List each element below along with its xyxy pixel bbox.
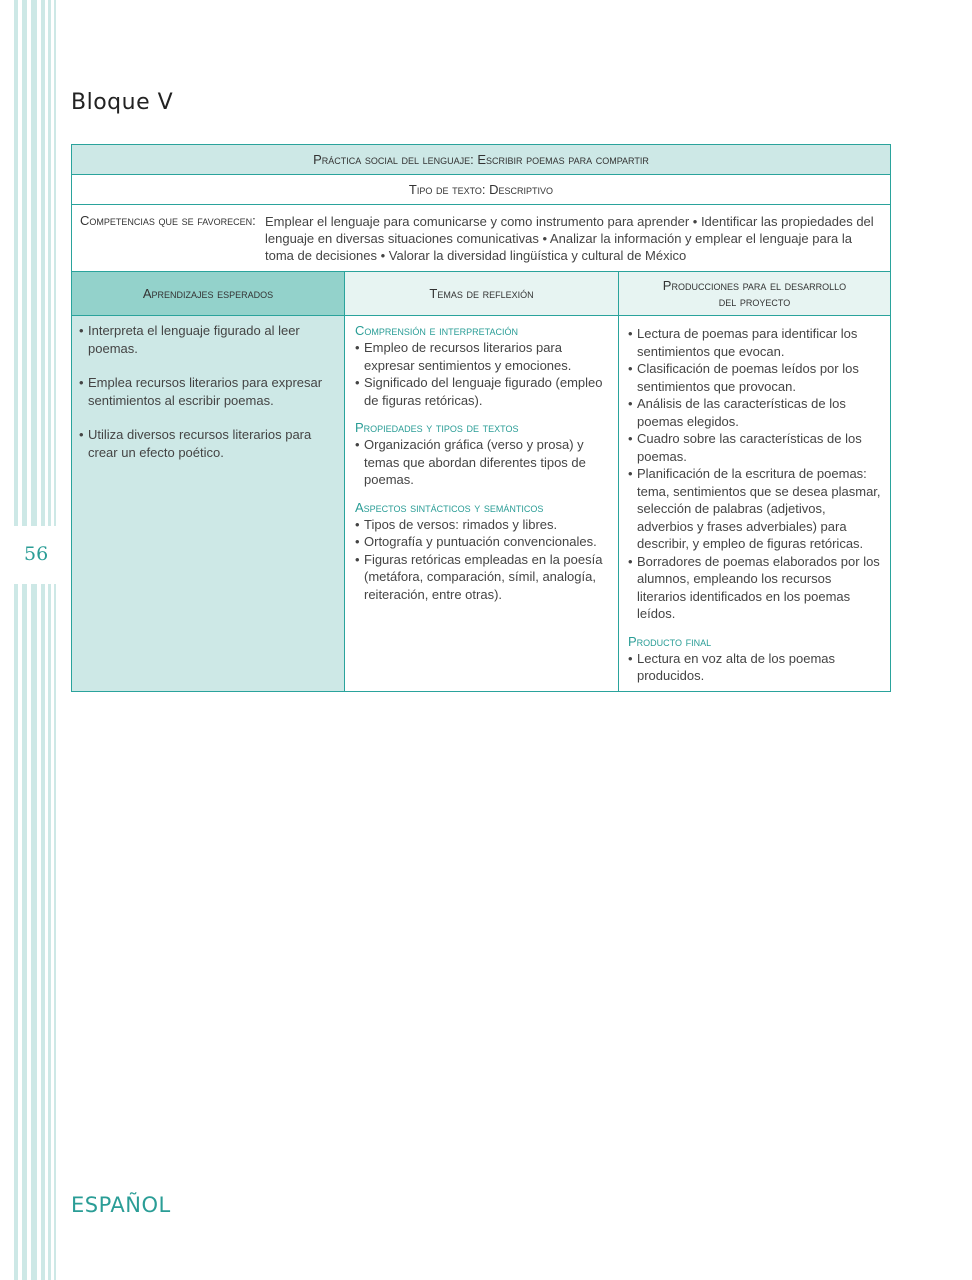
list-item: • Figuras retóricas empleadas en la poesía (metáfora, comparación, símil, analogía, reiteración, entre otras).	[355, 551, 611, 604]
stripe	[22, 0, 27, 1280]
list-item: • Tipos de versos: rimados y libres.	[355, 516, 611, 534]
section-title: Producto final	[628, 633, 712, 649]
competencias-label: Competencias que se favorecen:	[80, 213, 256, 228]
list-item: • Análisis de las características de los poemas elegidos.	[628, 395, 884, 430]
header-aprendizajes-label: Aprendizajes esperados	[142, 286, 274, 301]
list-item: • Organización gráfica (verso y prosa) y temas que abordan diferentes tipos de poemas.	[355, 436, 611, 489]
page-number: 56	[24, 543, 49, 565]
aprendizajes-list	[79, 322, 337, 478]
header-aprendizajes	[72, 272, 345, 316]
aprendizajes-column	[72, 316, 345, 691]
list-item: • Ortografía y puntuación convencionales.	[355, 533, 611, 551]
stripe	[48, 0, 51, 1280]
list-item: • Utiliza diversos recursos literarios para crear un efecto poético.	[79, 426, 337, 461]
header-producciones-line2: del proyecto	[718, 294, 791, 309]
list-item: • Significado del lenguaje figurado (empleo de figuras retóricas).	[355, 374, 611, 409]
header-producciones-label	[619, 278, 890, 310]
section-title: Comprensión e interpretación	[355, 323, 518, 338]
producciones-section	[628, 325, 884, 623]
temas-column	[345, 316, 619, 691]
producciones-column	[619, 316, 890, 691]
header-producciones-line1: Producciones para el desarrollo	[662, 278, 847, 293]
list-item: • Cuadro sobre las características de los poemas.	[628, 430, 884, 465]
practica-social: Práctica social del lenguaje: Escribir poemas para compartir	[313, 152, 649, 167]
temas-list	[355, 322, 611, 613]
list-item: • Lectura en voz alta de los poemas producidos.	[628, 650, 884, 685]
competencias-text: Emplear el lenguaje para comunicarse y como instrumento para aprender • Identificar las propiedades del lenguaje en diversas situaciones comunicativas • Analizar la información y emplear el lenguaje para la toma de decisiones • Valorar la diversidad lingüística y cultural de México	[265, 214, 874, 263]
temas-section	[355, 499, 611, 604]
practica-row	[72, 145, 890, 175]
curriculum-table	[71, 144, 891, 692]
tipo-texto-row	[72, 175, 890, 205]
list-item: • Lectura de poemas para identificar los sentimientos que evocan.	[628, 325, 884, 360]
header-temas	[345, 272, 619, 316]
temas-section	[355, 322, 611, 409]
header-producciones	[619, 272, 890, 316]
stripe	[54, 0, 56, 1280]
stripe	[14, 0, 18, 1280]
stripe	[31, 0, 37, 1280]
producciones-list	[628, 325, 884, 695]
list-item: • Interpreta el lenguaje figurado al leer poemas.	[79, 322, 337, 357]
section-title: Aspectos sintácticos y semánticos	[355, 499, 544, 515]
temas-section	[355, 419, 611, 489]
competencias-row	[72, 205, 890, 272]
list-item: • Borradores de poemas elaborados por los alumnos, empleando los recursos literarios identificados en los poemas leídos.	[628, 553, 884, 623]
list-item: • Emplea recursos literarios para expresar sentimientos al escribir poemas.	[79, 374, 337, 409]
section-title: Propiedades y tipos de textos	[355, 420, 519, 435]
producto-final-section	[628, 633, 884, 685]
list-item: • Empleo de recursos literarios para expresar sentimientos y emociones.	[355, 339, 611, 374]
stripe	[41, 0, 45, 1280]
block-title: Bloque V	[71, 90, 174, 115]
list-item: • Planificación de la escritura de poemas: tema, sentimientos que se desea plasmar, selección de palabras (adjetivos, adverbios y frases adverbiales) para describir, y empleo de figuras retóricas.	[628, 465, 884, 553]
header-temas-label: Temas de reflexión	[429, 286, 534, 301]
margin-stripes	[0, 0, 60, 1280]
tipo-de-texto: Tipo de texto: Descriptivo	[408, 182, 554, 197]
subject-footer: ESPAÑOL	[71, 1193, 171, 1217]
list-item: • Clasificación de poemas leídos por los sentimientos que provocan.	[628, 360, 884, 395]
